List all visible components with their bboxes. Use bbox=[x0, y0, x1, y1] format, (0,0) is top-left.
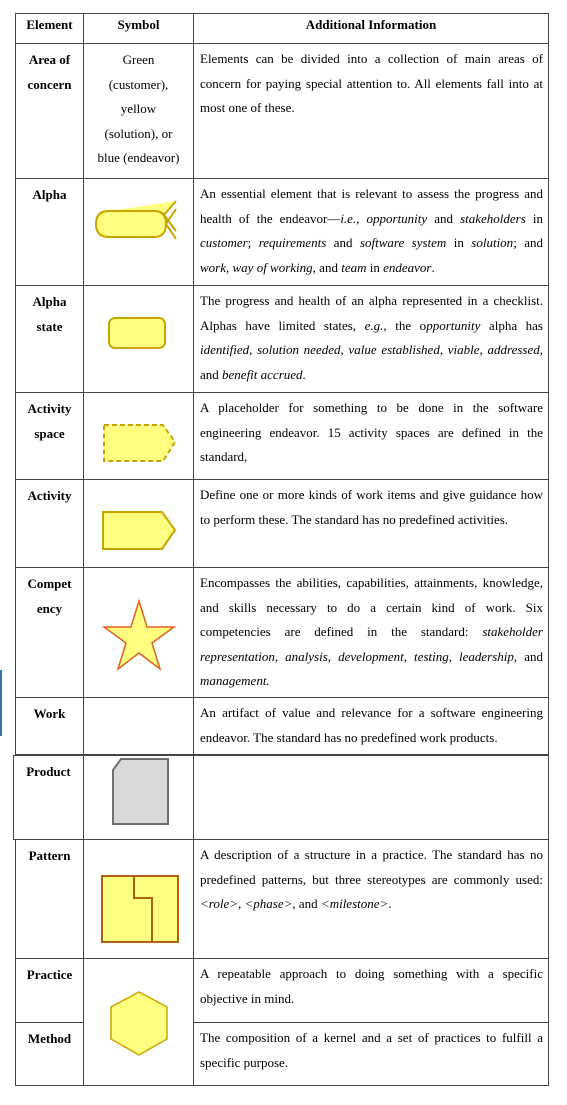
info-span: in bbox=[446, 235, 472, 250]
table-row-alpha bbox=[15, 178, 549, 286]
info-span: alpha has bbox=[480, 317, 543, 333]
info-italic: <phase> bbox=[244, 896, 293, 911]
symbol-text-line: blue (endeavor) bbox=[97, 150, 180, 165]
symbol-cell bbox=[83, 839, 194, 959]
info-span: Encompasses the abilities, capabilities, attainments, knowledge, and skills necessary to do a certain kind of work. Six competencies are defined in the standard: bbox=[200, 575, 543, 639]
table-row-product bbox=[15, 755, 549, 840]
info-text bbox=[193, 178, 549, 286]
activity-space-symbol-icon bbox=[84, 393, 195, 481]
element-name bbox=[15, 285, 84, 393]
info-span: and bbox=[427, 210, 461, 226]
symbol-cell bbox=[83, 479, 194, 568]
table-row-activity bbox=[15, 479, 549, 568]
table-header-row bbox=[15, 13, 549, 44]
header-element: Element bbox=[15, 13, 84, 44]
info-text: A placeholder for something to be done in the software engineering endeavor. 15 activity spaces are defined in the standard, bbox=[193, 392, 549, 480]
table-row-alpha-state bbox=[15, 285, 549, 393]
info-span: the o bbox=[386, 317, 427, 333]
table-row-pattern bbox=[15, 839, 549, 959]
element-name: Practice bbox=[15, 958, 84, 1023]
element-name-line: concern bbox=[27, 77, 72, 92]
info-span: . bbox=[388, 896, 392, 911]
table-row-work bbox=[15, 697, 549, 755]
element-name: Activity bbox=[15, 479, 84, 568]
info-italic: software system bbox=[359, 235, 447, 250]
practice-method-symbol-cell bbox=[83, 958, 194, 1086]
info-italic: stakeholders bbox=[460, 210, 526, 226]
competency-star-icon bbox=[84, 568, 195, 699]
info-text: An artifact of value and relevance for a software engineering endeavor. The standard has no predefined work products. bbox=[193, 697, 549, 755]
info-span: The progress and health of an alpha represented in a checklist. Alphas have limited states, bbox=[200, 293, 543, 333]
element-name-line: Alpha bbox=[32, 294, 67, 309]
info-italic: identified, solution needed, value established, viable, addressed, bbox=[200, 342, 543, 357]
info-span: ; bbox=[247, 235, 259, 250]
alpha-symbol-icon bbox=[84, 179, 195, 287]
symbol-text-line: (customer), bbox=[108, 76, 169, 92]
element-name: Alpha bbox=[15, 178, 84, 286]
info-span: . bbox=[302, 366, 306, 382]
info-span: and bbox=[200, 366, 223, 382]
activity-symbol-icon bbox=[84, 480, 195, 569]
info-span: An essential element that is relevant to assess the progress and health of the endeavor— bbox=[200, 186, 543, 226]
table-row-activity-space bbox=[15, 392, 549, 480]
element-name-line: space bbox=[34, 426, 65, 441]
symbol-cell bbox=[83, 755, 194, 840]
info-text: A repeatable approach to doing something with a specific objective in mind. bbox=[193, 958, 549, 1023]
info-span: in bbox=[366, 259, 384, 275]
symbol-text-line: (solution), or bbox=[104, 125, 173, 141]
info-text bbox=[193, 567, 549, 698]
element-name bbox=[15, 392, 84, 480]
info-span: , bbox=[238, 896, 245, 911]
element-name-line: Area of bbox=[28, 52, 71, 67]
work-product-symbol-icon bbox=[84, 756, 195, 841]
info-text bbox=[193, 839, 549, 959]
info-span: and bbox=[315, 259, 342, 275]
table-row-competency bbox=[15, 567, 549, 698]
element-name bbox=[15, 43, 84, 179]
symbol-cell bbox=[83, 567, 194, 698]
info-italic: i.e., opportunity bbox=[340, 210, 428, 226]
info-span: and bbox=[517, 648, 543, 664]
info-span: A description of a structure in a practice. The standard has no predefined patterns, but three stereotypes are commonly used: bbox=[200, 847, 543, 887]
info-italic: endeavor bbox=[383, 259, 432, 275]
side-accent-mark bbox=[0, 670, 2, 736]
info-italic: pportunity bbox=[426, 317, 481, 333]
element-name bbox=[15, 567, 84, 698]
info-span: ; and bbox=[513, 235, 543, 250]
element-name-line: state bbox=[36, 319, 63, 334]
element-name: Method bbox=[15, 1022, 84, 1086]
info-italic: work, way of working, bbox=[200, 259, 316, 275]
symbol-text-line: Green bbox=[122, 52, 155, 67]
info-italic: <role> bbox=[200, 896, 239, 911]
header-additional-info: Additional Information bbox=[193, 13, 549, 44]
info-text: The composition of a kernel and a set of practices to fulfill a specific purpose. bbox=[193, 1022, 549, 1086]
info-italic: <milestone> bbox=[320, 896, 389, 911]
pattern-symbol-icon bbox=[84, 840, 195, 960]
element-name-line: Compet bbox=[27, 576, 72, 591]
info-text bbox=[193, 755, 549, 840]
info-italic: benefit accrued bbox=[222, 366, 303, 382]
info-italic: solution bbox=[471, 235, 514, 250]
element-name: Pattern bbox=[15, 839, 84, 959]
info-italic: e.g., bbox=[364, 317, 387, 333]
info-italic: team bbox=[341, 259, 367, 275]
element-name-line: ency bbox=[36, 601, 63, 616]
element-name: Product bbox=[13, 755, 84, 840]
symbol-cell bbox=[83, 697, 194, 755]
info-italic: requirements bbox=[258, 235, 327, 250]
info-span: , and bbox=[292, 896, 321, 911]
info-span: . bbox=[431, 259, 435, 275]
symbol-cell bbox=[83, 392, 194, 480]
symbol-cell bbox=[83, 178, 194, 286]
practice-hexagon-icon bbox=[84, 959, 195, 1087]
symbol-cell bbox=[83, 285, 194, 393]
alpha-state-symbol-icon bbox=[84, 286, 195, 394]
info-italic: customer bbox=[200, 235, 248, 250]
symbol-text-line: yellow bbox=[120, 101, 157, 116]
symbol-colors-text bbox=[83, 43, 194, 179]
info-text bbox=[193, 285, 549, 393]
info-span: in bbox=[525, 210, 543, 226]
info-text: Elements can be divided into a collection of main areas of concern for paying special attention to. All elements fall into at most one of these. bbox=[193, 43, 549, 179]
header-symbol: Symbol bbox=[83, 13, 194, 44]
element-name: Work bbox=[15, 697, 84, 755]
info-text: Define one or more kinds of work items and give guidance how to perform these. The standard has no predefined activities. bbox=[193, 479, 549, 568]
info-italic: stakeholder representation, analysis, development, testing, leadership, bbox=[200, 624, 543, 664]
table-row-area-of-concern bbox=[15, 43, 549, 179]
info-italic: management. bbox=[200, 673, 270, 688]
info-span: and bbox=[326, 235, 360, 250]
element-name-line: Activity bbox=[27, 401, 72, 416]
